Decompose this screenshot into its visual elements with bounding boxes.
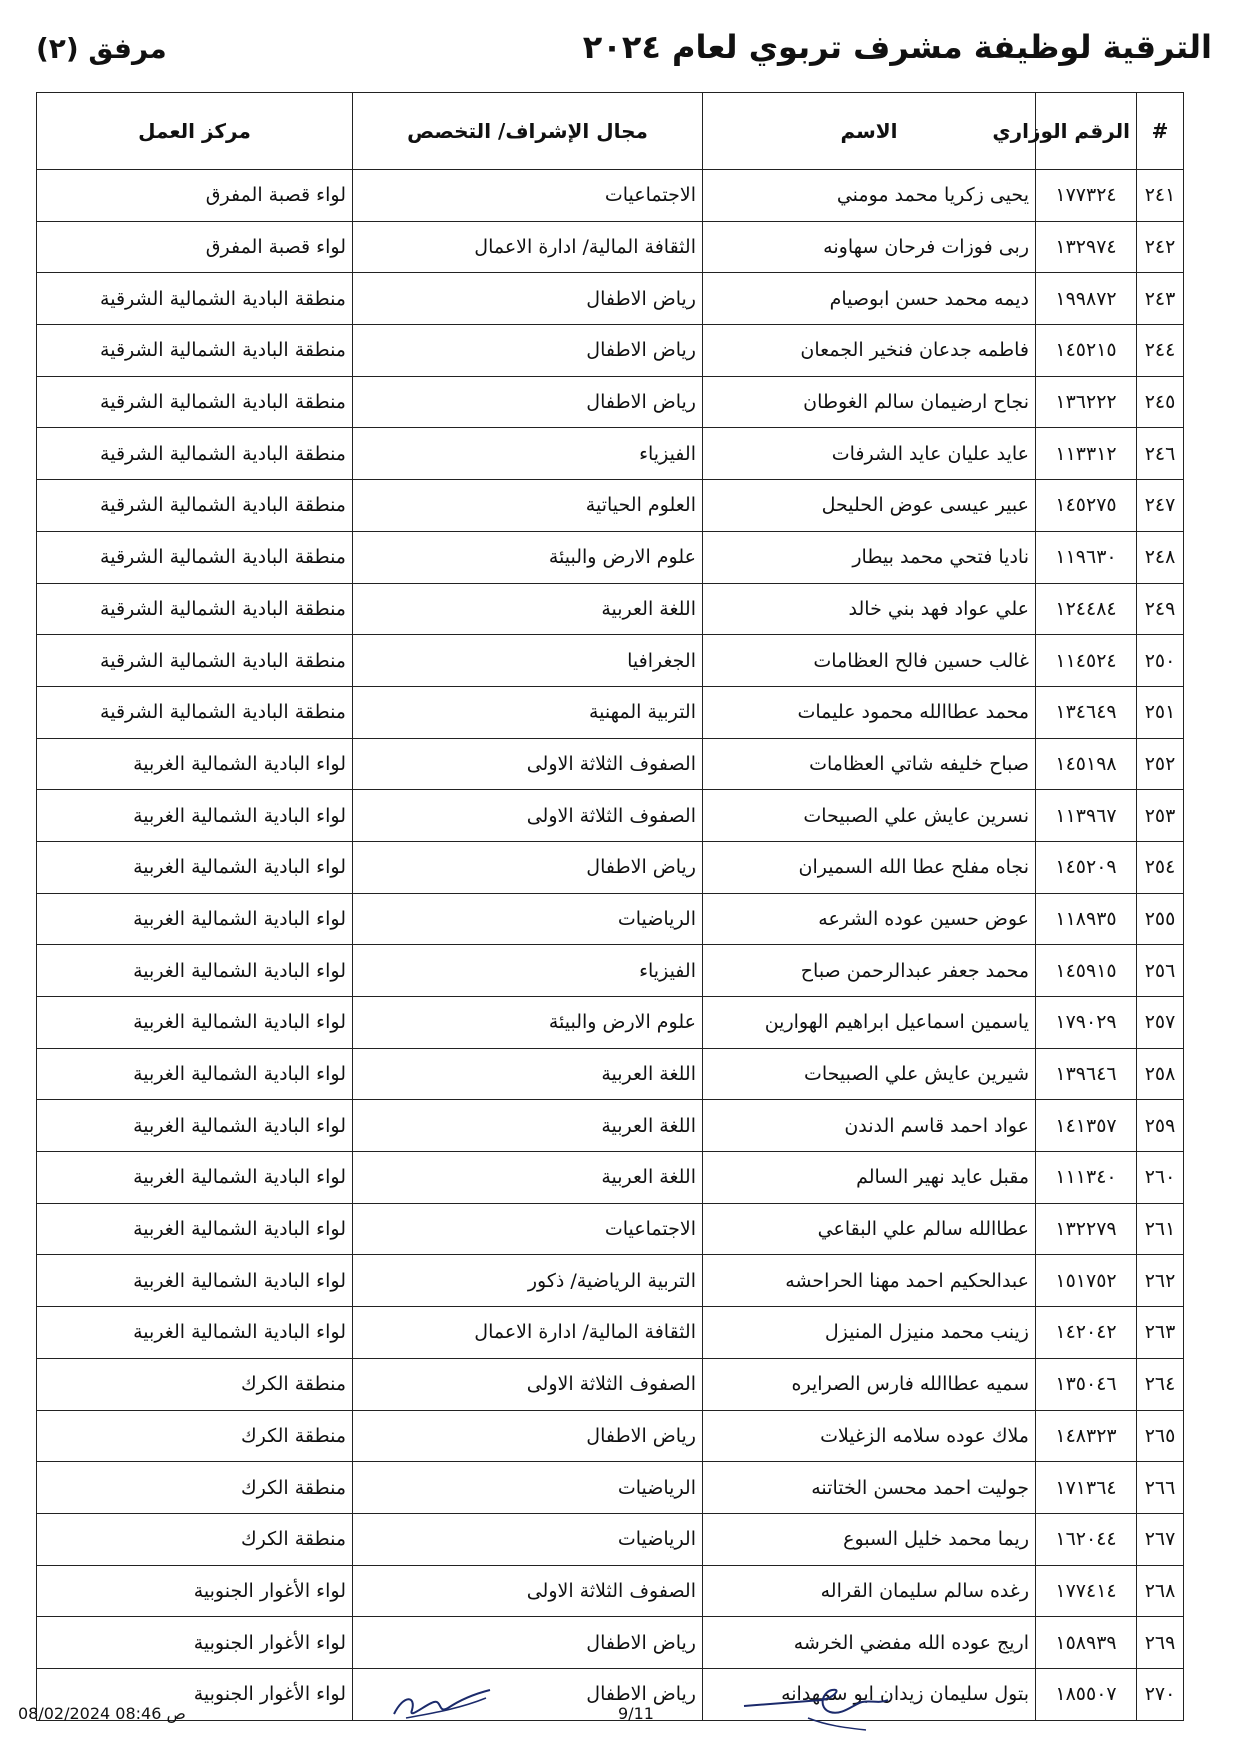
promotion-table [36,92,1184,1721]
work-center: منطقة الكرك [37,1358,353,1410]
work-center: منطقة البادية الشمالية الشرقية [37,325,353,377]
specialization: علوم الارض والبيئة [353,997,703,1049]
work-center: لواء الأغوار الجنوبية [37,1565,353,1617]
person-name: ديمه محمد حسن ابوصيام [703,273,1036,325]
ministerial-id: ١٢٤٤٨٤ [1036,583,1137,635]
work-center: لواء البادية الشمالية الغربية [37,1152,353,1204]
table-row [37,997,1184,1049]
row-number: ٢٦٥ [1137,1410,1184,1462]
person-name: صباح خليفه شاتي العظامات [703,738,1036,790]
table-row [37,1358,1184,1410]
person-name: عواد احمد قاسم الدندن [703,1100,1036,1152]
row-number: ٢٥٨ [1137,1048,1184,1100]
table-row [37,428,1184,480]
row-number: ٢٤٩ [1137,583,1184,635]
ministerial-id: ١٤٥٢١٥ [1036,325,1137,377]
specialization: رياض الاطفال [353,273,703,325]
table-row [37,325,1184,377]
person-name: ريما محمد خليل السبوع [703,1513,1036,1565]
work-center: لواء البادية الشمالية الغربية [37,1203,353,1255]
row-number: ٢٦٦ [1137,1462,1184,1514]
person-name: نسرين عايش علي الصبيحات [703,790,1036,842]
work-center: منطقة البادية الشمالية الشرقية [37,273,353,325]
ministerial-id: ١٥١٧٥٢ [1036,1255,1137,1307]
work-center: منطقة البادية الشمالية الشرقية [37,635,353,687]
page-number: 9/11 [618,1704,654,1723]
row-number: ٢٥٣ [1137,790,1184,842]
row-number: ٢٤١ [1137,170,1184,222]
table-row [37,1617,1184,1669]
specialization: الرياضيات [353,1462,703,1514]
person-name: بتول سليمان زيدان ابو سمهدانه [703,1668,1036,1720]
work-center: لواء البادية الشمالية الغربية [37,945,353,997]
table-row [37,686,1184,738]
specialization: اللغة العربية [353,1100,703,1152]
document-title: الترقية لوظيفة مشرف تربوي لعام ٢٠٢٤ [582,28,1212,66]
signature-left [386,1684,496,1732]
ministerial-id: ١١٨٩٣٥ [1036,893,1137,945]
work-center: لواء البادية الشمالية الغربية [37,841,353,893]
person-name: يحيى زكريا محمد مومني [703,170,1036,222]
table-row [37,1152,1184,1204]
ministerial-id: ١٣٥٠٤٦ [1036,1358,1137,1410]
row-number: ٢٦٤ [1137,1358,1184,1410]
person-name: غالب حسين فالح العظامات [703,635,1036,687]
table-row [37,1255,1184,1307]
person-name: عبدالحكيم احمد مهنا الحراحشه [703,1255,1036,1307]
row-number: ٢٧٠ [1137,1668,1184,1720]
work-center: منطقة الكرك [37,1513,353,1565]
work-center: لواء الأغوار الجنوبية [37,1617,353,1669]
work-center: لواء الأغوار الجنوبية [37,1668,353,1720]
row-number: ٢٤٨ [1137,531,1184,583]
work-center: لواء البادية الشمالية الغربية [37,893,353,945]
specialization: رياض الاطفال [353,841,703,893]
person-name: ربى فوزات فرحان سهاونه [703,221,1036,273]
specialization: الصفوف الثلاثة الاولى [353,1358,703,1410]
table-row [37,583,1184,635]
table-row [37,790,1184,842]
table-row [37,893,1184,945]
ministerial-id: ١٧٩٠٢٩ [1036,997,1137,1049]
row-number: ٢٤٤ [1137,325,1184,377]
header-ministerial-id: الرقم الوزاري [1036,93,1137,170]
row-number: ٢٤٢ [1137,221,1184,273]
row-number: ٢٦١ [1137,1203,1184,1255]
ministerial-id: ١٤٢٠٤٢ [1036,1307,1137,1359]
person-name: ملاك عوده سلامه الزغيلات [703,1410,1036,1462]
specialization: رياض الاطفال [353,1668,703,1720]
specialization: علوم الارض والبيئة [353,531,703,583]
ministerial-id: ١٣٤٦٤٩ [1036,686,1137,738]
row-number: ٢٥٧ [1137,997,1184,1049]
specialization: التربية الرياضية/ ذكور [353,1255,703,1307]
row-number: ٢٤٧ [1137,480,1184,532]
row-number: ٢٦٠ [1137,1152,1184,1204]
person-name: محمد جعفر عبدالرحمن صباح [703,945,1036,997]
work-center: منطقة البادية الشمالية الشرقية [37,376,353,428]
work-center: لواء البادية الشمالية الغربية [37,1307,353,1359]
person-name: علي عواد فهد بني خالد [703,583,1036,635]
table-row [37,1100,1184,1152]
ministerial-id: ١٨٥٥٠٧ [1036,1668,1137,1720]
work-center: منطقة البادية الشمالية الشرقية [37,583,353,635]
work-center: منطقة البادية الشمالية الشرقية [37,480,353,532]
row-number: ٢٥٤ [1137,841,1184,893]
specialization: الفيزياء [353,945,703,997]
specialization: الثقافة المالية/ ادارة الاعمال [353,1307,703,1359]
document-header [36,28,1212,76]
table-row [37,1410,1184,1462]
row-number: ٢٦٣ [1137,1307,1184,1359]
work-center: منطقة البادية الشمالية الشرقية [37,686,353,738]
specialization: اللغة العربية [353,583,703,635]
header-specialization: مجال الإشراف/ التخصص [353,93,703,170]
table-row [37,170,1184,222]
person-name: عوض حسين عوده الشرعه [703,893,1036,945]
person-name: نجاح ارضيمان سالم الغوطان [703,376,1036,428]
table-body [37,170,1184,1721]
header-work-center: مركز العمل [37,93,353,170]
ministerial-id: ١٧٧٤١٤ [1036,1565,1137,1617]
table-row [37,480,1184,532]
work-center: منطقة البادية الشمالية الشرقية [37,428,353,480]
person-name: اريج عوده الله مفضي الخرشه [703,1617,1036,1669]
table-row [37,1565,1184,1617]
specialization: الجغرافيا [353,635,703,687]
specialization: رياض الاطفال [353,1617,703,1669]
work-center: لواء البادية الشمالية الغربية [37,997,353,1049]
work-center: منطقة البادية الشمالية الشرقية [37,531,353,583]
specialization: الرياضيات [353,893,703,945]
person-name: سميه عطاالله فارس الصرايره [703,1358,1036,1410]
ministerial-id: ١٩٩٨٧٢ [1036,273,1137,325]
ministerial-id: ١٣٢٢٧٩ [1036,1203,1137,1255]
table-row [37,1307,1184,1359]
specialization: رياض الاطفال [353,1410,703,1462]
person-name: ياسمين اسماعيل ابراهيم الهوارين [703,997,1036,1049]
ministerial-id: ١٣٩٦٤٦ [1036,1048,1137,1100]
specialization: التربية المهنية [353,686,703,738]
row-number: ٢٦٢ [1137,1255,1184,1307]
table-header-row [37,93,1184,170]
ministerial-id: ١١٤٥٢٤ [1036,635,1137,687]
work-center: لواء قصبة المفرق [37,170,353,222]
ministerial-id: ١٤٥٢٠٩ [1036,841,1137,893]
specialization: الاجتماعيات [353,170,703,222]
specialization: الصفوف الثلاثة الاولى [353,790,703,842]
row-number: ٢٥١ [1137,686,1184,738]
person-name: نجاه مفلح عطا الله السميران [703,841,1036,893]
work-center: لواء البادية الشمالية الغربية [37,738,353,790]
ministerial-id: ١٣٦٢٢٢ [1036,376,1137,428]
row-number: ٢٥٥ [1137,893,1184,945]
table-row [37,945,1184,997]
person-name: محمد عطاالله محمود عليمات [703,686,1036,738]
person-name: جوليت احمد محسن الختاتنه [703,1462,1036,1514]
row-number: ٢٤٦ [1137,428,1184,480]
table-row [37,221,1184,273]
specialization: اللغة العربية [353,1152,703,1204]
table-row [37,531,1184,583]
row-number: ٢٤٥ [1137,376,1184,428]
header-number: # [1137,93,1184,170]
row-number: ٢٦٨ [1137,1565,1184,1617]
specialization: الثقافة المالية/ ادارة الاعمال [353,221,703,273]
work-center: منطقة الكرك [37,1410,353,1462]
ministerial-id: ١٤٥٩١٥ [1036,945,1137,997]
ministerial-id: ١٤٨٣٢٣ [1036,1410,1137,1462]
work-center: لواء البادية الشمالية الغربية [37,1048,353,1100]
work-center: لواء قصبة المفرق [37,221,353,273]
ministerial-id: ١٥٨٩٣٩ [1036,1617,1137,1669]
ministerial-id: ١١٣٣١٢ [1036,428,1137,480]
row-number: ٢٥٩ [1137,1100,1184,1152]
specialization: العلوم الحياتية [353,480,703,532]
attachment-label: مرفق (٢) [36,32,167,65]
table-row [37,1203,1184,1255]
document-footer [18,1700,1222,1740]
table-row [37,1462,1184,1514]
table-row [37,1048,1184,1100]
specialization: اللغة العربية [353,1048,703,1100]
row-number: ٢٦٩ [1137,1617,1184,1669]
ministerial-id: ١٣٢٩٧٤ [1036,221,1137,273]
table-row [37,1513,1184,1565]
ministerial-id: ١١٣٩٦٧ [1036,790,1137,842]
person-name: ناديا فتحي محمد بيطار [703,531,1036,583]
ministerial-id: ١٧٧٣٢٤ [1036,170,1137,222]
ministerial-id: ١٧١٣٦٤ [1036,1462,1137,1514]
person-name: عطاالله سالم علي البقاعي [703,1203,1036,1255]
specialization: الصفوف الثلاثة الاولى [353,1565,703,1617]
table-row [37,841,1184,893]
specialization: الاجتماعيات [353,1203,703,1255]
signature-right [738,1678,898,1738]
person-name: زينب محمد منيزل المنيزل [703,1307,1036,1359]
ministerial-id: ١٤١٣٥٧ [1036,1100,1137,1152]
person-name: فاطمه جدعان فنخير الجمعان [703,325,1036,377]
row-number: ٢٦٧ [1137,1513,1184,1565]
ministerial-id: ١١٩٦٣٠ [1036,531,1137,583]
work-center: لواء البادية الشمالية الغربية [37,790,353,842]
person-name: مقبل عايد نهير السالم [703,1152,1036,1204]
person-name: عبير عيسى عوض الحليحل [703,480,1036,532]
work-center: لواء البادية الشمالية الغربية [37,1255,353,1307]
person-name: شيرين عايش علي الصبيحات [703,1048,1036,1100]
ministerial-id: ١١١٣٤٠ [1036,1152,1137,1204]
work-center: لواء البادية الشمالية الغربية [37,1100,353,1152]
specialization: رياض الاطفال [353,325,703,377]
row-number: ٢٥٢ [1137,738,1184,790]
row-number: ٢٤٣ [1137,273,1184,325]
ministerial-id: ١٤٥٢٧٥ [1036,480,1137,532]
ministerial-id: ١٦٢٠٤٤ [1036,1513,1137,1565]
table-row [37,635,1184,687]
ministerial-id: ١٤٥١٩٨ [1036,738,1137,790]
specialization: الصفوف الثلاثة الاولى [353,738,703,790]
table-row [37,376,1184,428]
specialization: الرياضيات [353,1513,703,1565]
work-center: منطقة الكرك [37,1462,353,1514]
specialization: الفيزياء [353,428,703,480]
print-timestamp: 08/02/2024 08:46 ص [18,1704,186,1723]
row-number: ٢٥٠ [1137,635,1184,687]
specialization: رياض الاطفال [353,376,703,428]
header-name: الاسم [703,93,1036,170]
row-number: ٢٥٦ [1137,945,1184,997]
table-row [37,738,1184,790]
person-name: رغده سالم سليمان القراله [703,1565,1036,1617]
person-name: عايد عليان عايد الشرفات [703,428,1036,480]
table-row [37,273,1184,325]
